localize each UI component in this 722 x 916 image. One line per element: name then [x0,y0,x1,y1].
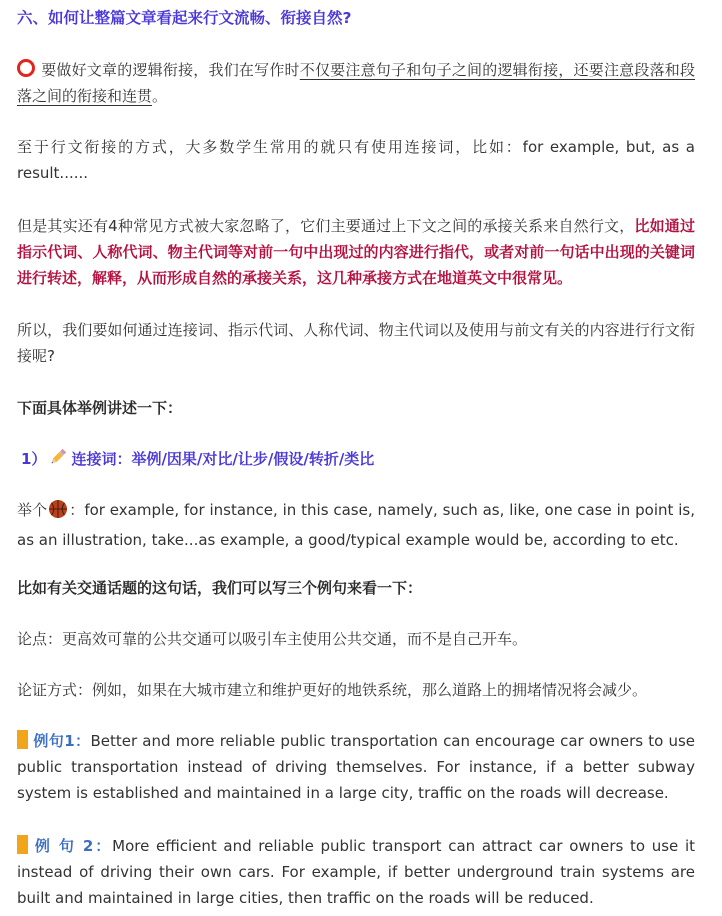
question-paragraph: 所以，我们要如何通过连接词、指示代词、人称代词、物主代词以及使用与前文有关的内容进行行文衔接呢? [17,321,695,365]
intro-lead: 要做好文章的逻辑衔接，我们在写作时 [41,61,300,79]
subsection-number: 1） [21,450,47,468]
subsection-title: 连接词：举例/因果/对比/让步/假设/转折/类比 [71,450,375,468]
examples-intro: 下面具体举例讲述一下： [17,399,183,417]
marker-icon [17,730,28,749]
marker-icon [17,835,28,854]
example-sentence-2-text: More efficient and reliable public transport can attract car owners to use it instead of driving their own cars. For example, if better underground train systems are built and maintained in large cities, then traffic on the roads will be reduced. [17,837,695,907]
section-title: 六、如何让整篇文章看起来行文流畅、衔接自然? [17,9,352,27]
example-list-paragraph [17,497,695,553]
intro-underlined: 不仅要注意句子和句子之间的逻辑衔接，还要注意段落和段落之间的衔接和连贯 [17,61,695,105]
example-sentence-1-text: Better and more reliable public transportation can encourage car owners to use public transportation instead of driving themselves. For instance, if a better subway system is established and maintained in a large city, traffic on the roads will decrease. [17,732,695,802]
basketball-icon [48,499,68,527]
methods-paragraph [17,213,695,291]
example-list-lead: 举个 [17,501,48,519]
red-circle-icon [17,59,35,77]
methods-emphasis: 比如通过指示代词、人称代词、物主代词等对前一句中出现过的内容进行指代，或者对前一句话中出现的关键词进行转述，解释，从而形成自然的承接关系，这几种承接方式在地道英文中很常见。 [17,217,695,287]
pencil-icon [48,447,68,475]
example-list-text: ：for example, for instance, in this case, namely, such as, like, one case in point is, as an illustration, take...as example, a good/typical example would be, according to etc. [17,501,695,549]
methods-normal: 但是其实还有4种常见方式被大家忽略了，它们主要通过上下文之间的承接关系来自然行文， [17,217,635,235]
support-line: 论证方式：例如，如果在大城市建立和维护更好的地铁系统，那么道路上的拥堵情况将会减少。 [17,681,648,699]
topic-intro: 比如有关交通话题的这句话，我们可以写三个例句来看一下： [17,579,423,597]
transition-paragraph: 至于行文衔接的方式，大多数学生常用的就只有使用连接词，比如：for example, but, as a result...... [17,138,695,182]
intro-tail: 。 [152,87,168,105]
intro-paragraph [17,57,695,109]
example-sentence-2-label: 例 句 2： [33,837,113,855]
example-sentence-1-label: 例句1： [33,732,91,750]
example-sentence-2 [17,833,695,911]
example-sentence-1 [17,728,695,806]
argument-line: 论点：更高效可靠的公共交通可以吸引车主使用公共交通，而不是自己开车。 [17,630,528,648]
subsection-heading [21,446,695,475]
